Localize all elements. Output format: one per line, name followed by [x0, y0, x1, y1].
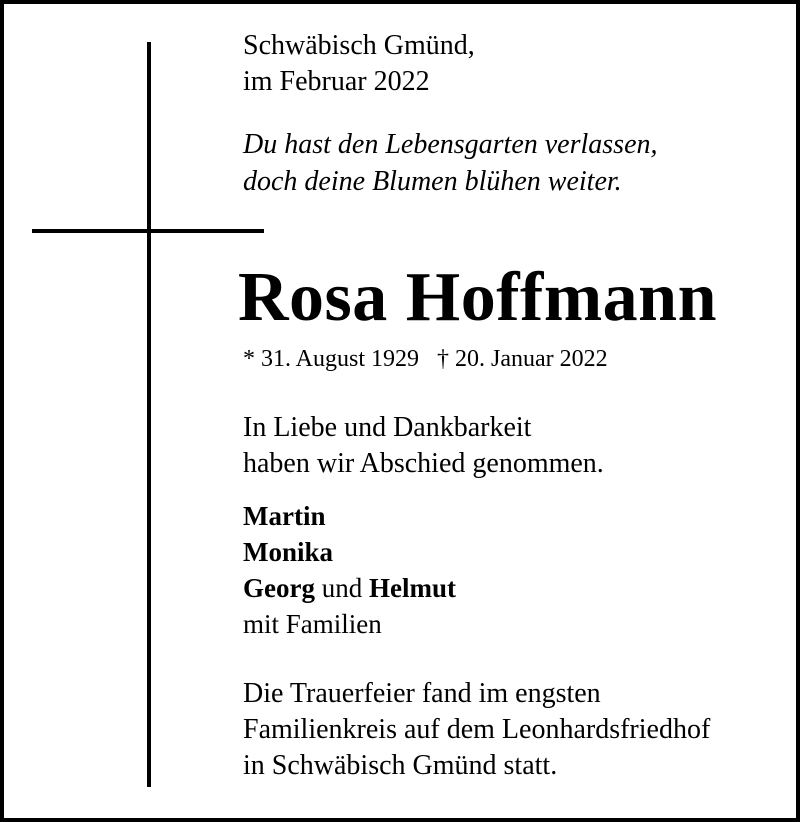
birth-date: * 31. August 1929 [243, 346, 420, 372]
memorial-quote [243, 126, 658, 200]
mourner-georg: Georg [243, 573, 315, 603]
place: Schwäbisch Gmünd, [243, 30, 475, 61]
cross-vertical-bar [147, 42, 151, 787]
mourner-monika: Monika [243, 537, 334, 567]
death-date: † 20. Januar 2022 [437, 346, 608, 372]
farewell-line-2: haben wir Abschied genommen. [243, 448, 604, 479]
mourner-connector: und [321, 573, 363, 603]
farewell-text [243, 410, 604, 482]
mourners-suffix: mit Familien [243, 609, 382, 639]
quote-line-1: Du hast den Lebensgarten verlassen, [243, 129, 658, 160]
deceased-name: Rosa Hoffmann [238, 259, 718, 336]
life-dates [243, 344, 608, 374]
funeral-notice [243, 676, 710, 784]
mourner-martin: Martin [243, 501, 326, 531]
cross-horizontal-bar [32, 229, 264, 233]
farewell-line-1: In Liebe und Dankbarkeit [243, 412, 532, 443]
date: im Februar 2022 [243, 66, 430, 97]
funeral-line-1: Die Trauerfeier fand im engsten [243, 678, 601, 709]
mourner-helmut: Helmut [368, 573, 456, 603]
quote-line-2: doch deine Blumen blühen weiter. [243, 166, 622, 197]
funeral-line-2: Familienkreis auf dem Leonhardsfriedhof [243, 714, 711, 745]
place-and-date [243, 28, 475, 100]
funeral-line-3: in Schwäbisch Gmünd statt. [243, 750, 558, 781]
mourners-list [243, 498, 456, 642]
